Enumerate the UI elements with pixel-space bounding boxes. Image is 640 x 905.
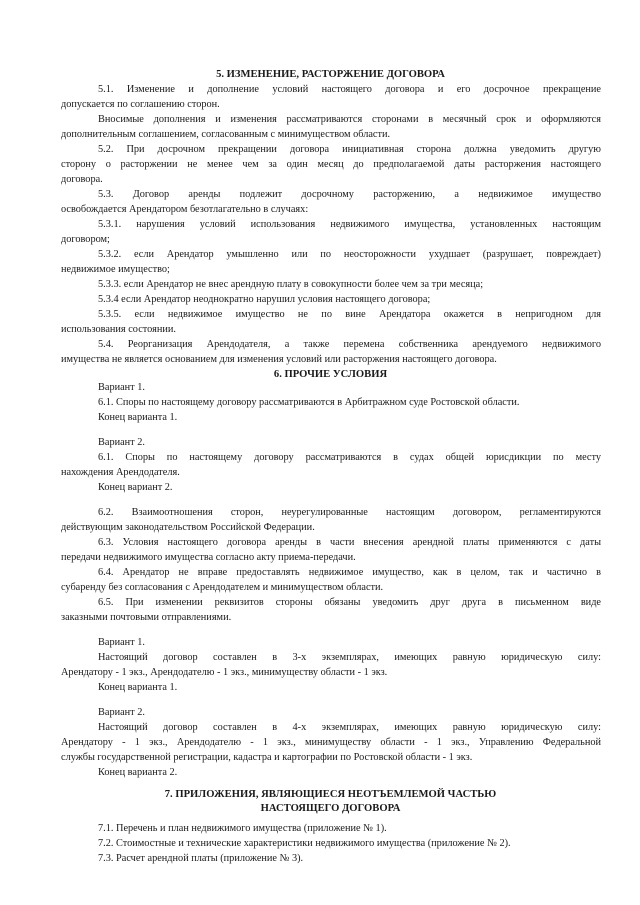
paragraph-line: дополнительным соглашением, согласованным с минимуществом области.: [61, 129, 391, 140]
paragraph-line: Настоящий договор составлен в 4-х экземплярах, имеющих равную юридическую силу:: [98, 722, 601, 733]
variant-label: Вариант 2.: [98, 437, 145, 448]
paragraph-line: 6.3. Условия настоящего договора аренды в части внесения арендной платы применяются с даты: [98, 537, 601, 548]
section-7-title-continued: НАСТОЯЩЕГО ДОГОВОРА: [260, 803, 401, 814]
variant-label: Вариант 1.: [98, 637, 145, 648]
paragraph-line: 5.3.2. если Арендатор умышленно или по неосторожности ухудшает (разрушает, повреждает): [98, 249, 601, 260]
paragraph-line: 6.5. При изменении реквизитов стороны обязаны уведомить друг друга в письменном виде: [98, 597, 601, 608]
paragraph-line: субаренду без согласования с Арендодателем и минимуществом области.: [61, 582, 384, 593]
paragraph-line: нахождения Арендодателя.: [61, 467, 180, 478]
paragraph-line: допускается по соглашению сторон.: [61, 99, 220, 110]
paragraph-line: имущества не является основанием для изменения условий или расторжения настоящего договора.: [61, 354, 497, 365]
appendix-item: 7.2. Стоимостные и технические характеристики недвижимого имущества (приложение № 2).: [98, 838, 511, 849]
paragraph-line: 6.1. Споры по настоящему договору рассматриваются в Арбитражном суде Ростовской области.: [98, 397, 520, 408]
paragraph-line: 5.3.3. если Арендатор не внес арендную плату в совокупности более чем за три месяца;: [98, 279, 484, 290]
paragraph-line: договора.: [61, 174, 103, 185]
paragraph-line: освобождается Арендатором безотлагательно в случаях:: [61, 204, 309, 215]
paragraph-line: заказными почтовыми отправлениями.: [61, 612, 232, 623]
paragraph-line: договором;: [61, 234, 110, 245]
variant-end-label: Конец варианта 1.: [98, 682, 178, 693]
paragraph-line: 5.3.1. нарушения условий использования недвижимого имущества, установленных настоящим: [98, 219, 601, 230]
paragraph-line: 5.1. Изменение и дополнение условий настоящего договора и его досрочное прекращение: [98, 84, 601, 95]
paragraph-line: Арендатору - 1 экз., Арендодателю - 1 экз., минимуществу области - 1 экз.: [61, 667, 388, 678]
paragraph-line: Настоящий договор составлен в 3-х экземплярах, имеющих равную юридическую силу:: [98, 652, 601, 663]
variant-label: Вариант 2.: [98, 707, 145, 718]
paragraph-line: передачи недвижимого имущества согласно акту приема-передачи.: [61, 552, 356, 563]
variant-label: Вариант 1.: [98, 382, 145, 393]
section-7-title: 7. ПРИЛОЖЕНИЯ, ЯВЛЯЮЩИЕСЯ НЕОТЪЕМЛЕМОЙ ЧАСТЬЮ: [164, 789, 497, 800]
paragraph-line: недвижимое имущество;: [61, 264, 170, 275]
section-6-title: 6. ПРОЧИЕ УСЛОВИЯ: [273, 369, 388, 380]
paragraph-line: 6.1. Споры по настоящему договору рассматриваются в судах общей юрисдикции по месту: [98, 452, 601, 463]
paragraph-line: Арендатору - 1 экз., Арендодателю - 1 экз., минимуществу области - 1 экз., Управлению Федеральной: [61, 737, 601, 748]
paragraph-line: 6.2. Взаимоотношения сторон, неурегулированные настоящим договором, регламентируются: [98, 507, 601, 518]
paragraph-line: 5.3.4 если Арендатор неоднократно нарушил условия настоящего договора;: [98, 294, 431, 305]
section-5-title: 5. ИЗМЕНЕНИЕ, РАСТОРЖЕНИЕ ДОГОВОРА: [216, 69, 445, 80]
paragraph-line: Вносимые дополнения и изменения рассматриваются сторонами в месячный срок и оформляются: [98, 114, 601, 125]
paragraph-line: использования состоянии.: [61, 324, 176, 335]
paragraph-line: 5.4. Реорганизация Арендодателя, а также перемена собственника арендуемого недвижимого: [98, 339, 601, 350]
appendix-item: 7.1. Перечень и план недвижимого имущества (приложение № 1).: [98, 823, 387, 834]
paragraph-line: 5.3. Договор аренды подлежит досрочному расторжению, а недвижимое имущество: [98, 189, 601, 200]
variant-end-label: Конец вариант 2.: [98, 482, 173, 493]
paragraph-line: действующим законодательством Российской Федерации.: [61, 522, 315, 533]
paragraph-line: 5.3.5. если недвижимое имущество не по вине Арендатора окажется в непригодном для: [98, 309, 601, 320]
paragraph-line: 6.4. Арендатор не вправе предоставлять недвижимое имущество, как в целом, так и частично в: [98, 567, 601, 578]
paragraph-line: 5.2. При досрочном прекращении договора инициативная сторона должна уведомить другую: [98, 144, 601, 155]
variant-end-label: Конец варианта 2.: [98, 767, 178, 778]
appendix-item: 7.3. Расчет арендной платы (приложение № 3).: [98, 853, 304, 864]
variant-end-label: Конец варианта 1.: [98, 412, 178, 423]
paragraph-line: службы государственной регистрации, кадастра и картографии по Ростовской области - 1 экз.: [61, 752, 473, 763]
paragraph-line: сторону о расторжении не менее чем за один месяц до предполагаемой даты расторжения настоящего: [61, 159, 601, 170]
